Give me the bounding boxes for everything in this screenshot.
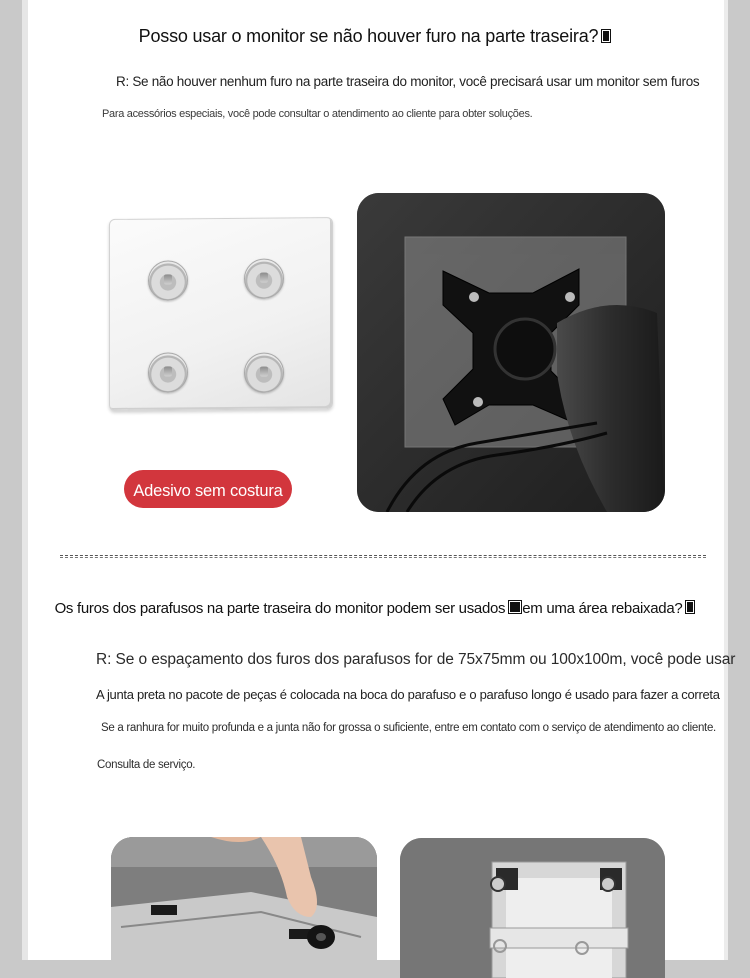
left-frame-stripe [22,0,28,960]
screw-icon [148,352,188,392]
dashed-divider [60,555,706,556]
adhesive-label-badge: Adesivo sem costura [124,470,292,508]
section2-title-part1: Os furos dos parafusos na parte traseira do monitor podem ser usados [54,600,506,617]
section2-answer-line1: R: Se o espaçamento dos furos dos parafusos for de 75x75mm ou 100x100m, você pode usar [96,651,736,668]
gasket-install-drawing [111,837,377,977]
section2-answer-line3: Se a ranhura for muito profunda e a junta não for grossa o suficiente, entre em contato com o serviço de atendimento ao cliente. [101,722,716,734]
screw-icon [244,258,284,298]
section2-answer-line4: Consulta de serviço. [97,759,196,771]
screw-icon [244,352,284,392]
right-frame-stripe [724,0,728,960]
monitor-mount-drawing [357,193,665,512]
section2-title-part2: em uma área rebaixada? [522,600,683,617]
recessed-mount-photo [400,838,665,978]
section2-answer-line2: A junta preta no pacote de peças é colocada na boca do parafuso e o parafuso longo é usado para fazer a correta [96,687,720,702]
section2-title [0,600,750,617]
adhesive-plate-illustration [109,217,333,411]
screw-icon [148,260,188,300]
monitor-mount-photo [357,193,665,512]
section1-answer: R: Se não houver nenhum furo na parte traseira do monitor, você precisará usar um monitor sem furos [116,74,700,89]
dashed-divider [60,557,706,558]
tofu-box-icon [508,600,522,614]
tofu-box-icon [601,29,611,43]
gasket-install-photo [111,837,377,977]
section1-title [0,26,750,47]
recessed-mount-drawing [400,838,665,978]
section1-title-text: Posso usar o monitor se não houver furo na parte traseira? [138,26,599,46]
section1-note: Para acessórios especiais, você pode consultar o atendimento ao cliente para obter soluções. [102,108,533,120]
tofu-box-icon [685,600,695,614]
